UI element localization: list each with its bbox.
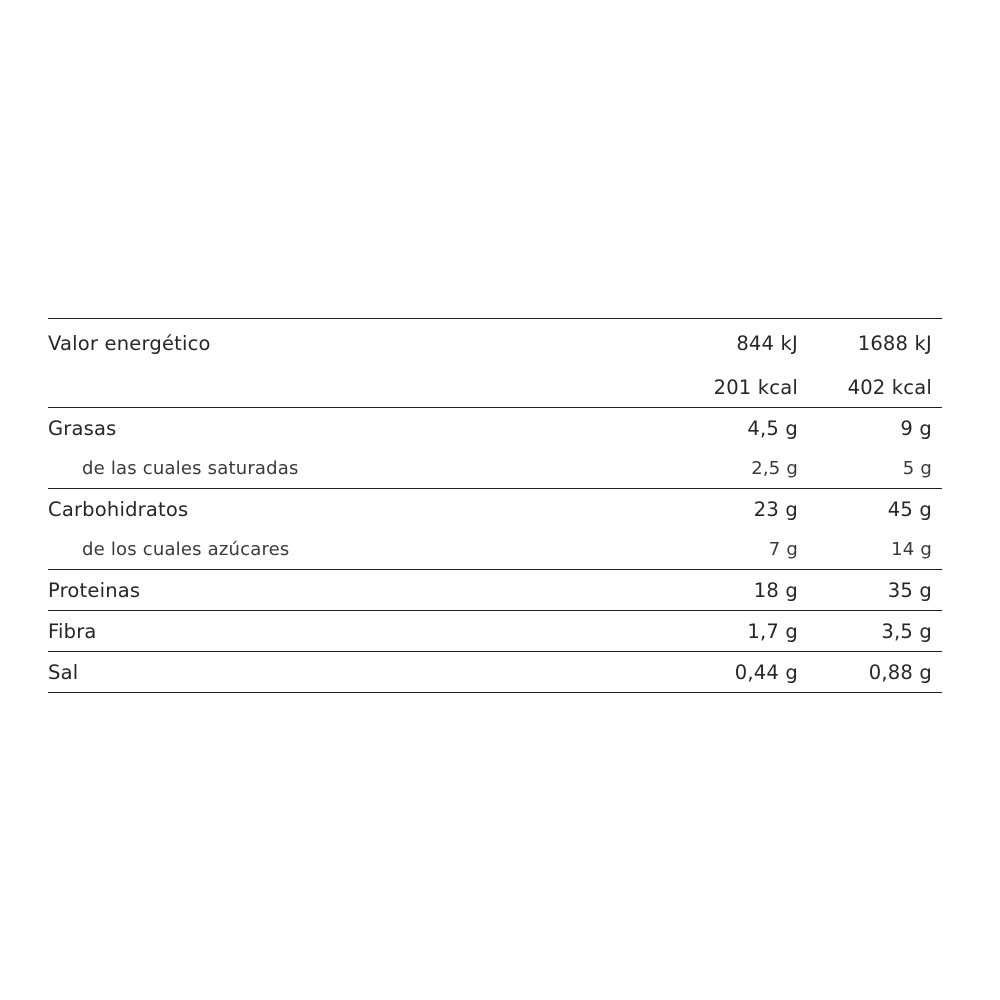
nutrient-label: Fibra bbox=[48, 611, 648, 652]
nutrient-value-per-100g: 844 kJ bbox=[648, 319, 798, 368]
nutrient-value-per-portion: 3,5 g bbox=[798, 611, 942, 652]
nutrition-facts-table bbox=[48, 318, 942, 693]
nutrient-value-per-100g: 4,5 g bbox=[648, 408, 798, 449]
nutrient-label: Carbohidratos bbox=[48, 489, 648, 530]
nutrient-value-per-portion: 14 g bbox=[891, 538, 932, 560]
nutrient-value-per-portion: 45 g bbox=[798, 489, 942, 530]
nutrient-label: Sal bbox=[48, 652, 648, 693]
nutrient-value-per-portion: 35 g bbox=[798, 570, 942, 611]
nutrient-value-per-portion: 0,88 g bbox=[798, 652, 942, 693]
nutrient-label: de los cuales azúcares bbox=[82, 538, 290, 560]
nutrient-value-per-100g: 201 kcal bbox=[713, 375, 798, 399]
table-row bbox=[48, 652, 942, 693]
nutrient-label: de las cuales saturadas bbox=[82, 457, 299, 479]
nutrient-value-per-portion: 5 g bbox=[902, 457, 932, 479]
table-row bbox=[48, 489, 942, 530]
table-row bbox=[48, 367, 942, 408]
nutrient-value-per-100g: 0,44 g bbox=[648, 652, 798, 693]
nutrition-information-panel bbox=[48, 318, 942, 693]
nutrient-value-per-portion: 402 kcal bbox=[847, 375, 932, 399]
table-row bbox=[48, 570, 942, 611]
nutrient-label: Grasas bbox=[48, 408, 648, 449]
nutrient-label: Proteinas bbox=[48, 570, 648, 611]
table-row bbox=[48, 408, 942, 449]
nutrient-value-per-100g: 7 g bbox=[768, 538, 798, 560]
nutrient-value-per-100g: 18 g bbox=[648, 570, 798, 611]
table-row bbox=[48, 448, 942, 489]
table-row bbox=[48, 529, 942, 570]
nutrient-value-per-100g: 2,5 g bbox=[751, 457, 798, 479]
table-row bbox=[48, 319, 942, 368]
nutrient-label: Valor energético bbox=[48, 319, 648, 368]
nutrient-label bbox=[48, 367, 648, 408]
table-row bbox=[48, 611, 942, 652]
nutrient-value-per-portion: 1688 kJ bbox=[798, 319, 942, 368]
nutrient-value-per-100g: 1,7 g bbox=[648, 611, 798, 652]
nutrient-value-per-portion: 9 g bbox=[798, 408, 942, 449]
nutrient-value-per-100g: 23 g bbox=[648, 489, 798, 530]
